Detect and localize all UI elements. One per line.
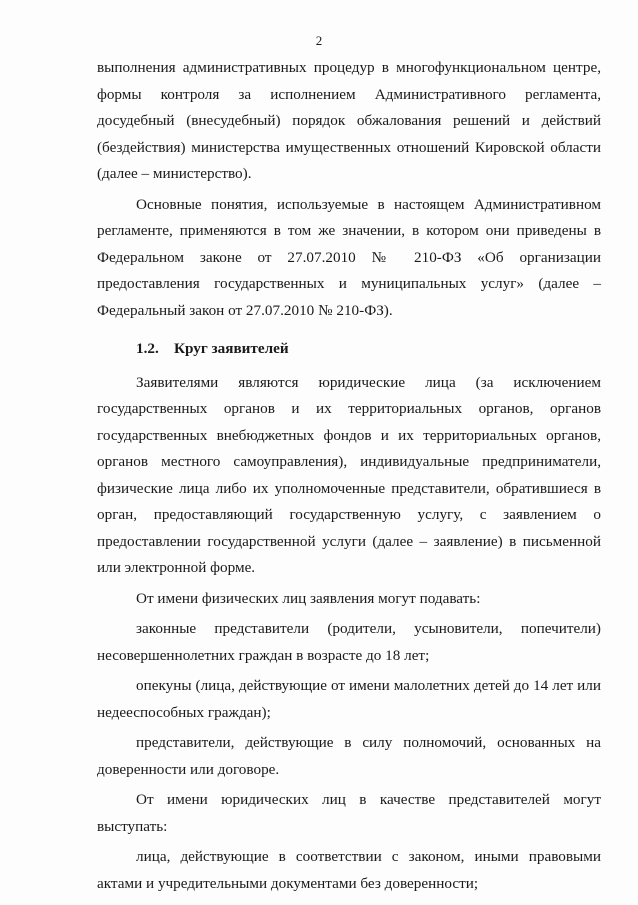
paragraph-legal-entities-intro: От имени юридических лиц в качестве представителей могут выступать: xyxy=(97,791,601,835)
paragraph-basic-concepts: Основные понятия, используемые в настоящем Административном регламенте, применяются в том же значении, в котором они приведены в Федеральном законе от 27.07.2010 № 210-ФЗ «Об организации предоставления государственных и муниципальных услуг» (далее – Федеральный закон от 27.07.2010 № 210-ФЗ). xyxy=(97,195,601,319)
paragraph-guardians: опекуны (лица, действующие от имени малолетних детей до 14 лет или недееспособных граждан); xyxy=(97,677,601,721)
paragraph-procedures: выполнения административных процедур в многофункциональном центре, формы контроля за исполнением Административного регламента, досудебный (внесудебный) порядок обжалования решений и действий (бездействия) министерства имущественных отношений Кировской области (далее – министерство). xyxy=(97,59,601,182)
section-number: 1.2. xyxy=(136,340,159,357)
paragraph-persons-by-law: лица, действующие в соответствии с законом, иными правовыми актами и учредительными документами без доверенности; xyxy=(97,848,601,892)
paragraph-legal-representatives: законные представители (родители, усыновители, попечители) несовершеннолетних граждан в возрасте до 18 лет; xyxy=(97,620,601,664)
paragraph-applicants: Заявителями являются юридические лица (за исключением государственных органов и их территориальных органов, органов государственных внебюджетных фондов и их территориальных органов, органов местного самоуправления), индивидуальные предприниматели, физические лица либо их уполномоченные представители, обратившиеся в орган, предоставляющий государственную услугу, с заявлением о предоставлении государственной услуги (далее – заявление) в письменной или электронной форме. xyxy=(97,373,601,576)
document-body xyxy=(97,55,601,897)
paragraph-authorized-representatives: представители, действующие в силу полномочий, основанных на доверенности или договоре. xyxy=(97,734,601,778)
page-number: 2 xyxy=(315,33,323,48)
section-heading xyxy=(97,336,601,363)
section-title: Круг заявителей xyxy=(174,340,289,357)
paragraph-individuals-intro: От имени физических лиц заявления могут подавать: xyxy=(136,589,481,607)
